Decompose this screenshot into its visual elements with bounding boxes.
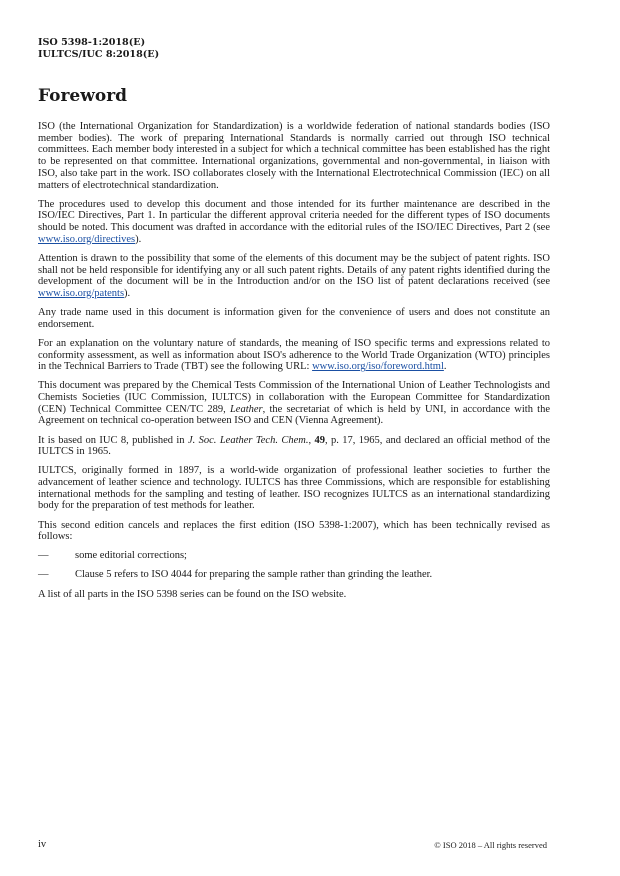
paragraph-text: For an explanation on the voluntary nature of standards, the meaning of ISO specific terms and expressions related to conformity assessment, as well as information about ISO's adherence to the World Trade Organization (WTO) principles in the Technical Barriers to Trade (TBT) see the following URL: (38, 337, 550, 373)
list-dash: — (38, 550, 49, 562)
paragraph-patents (38, 253, 550, 300)
directives-link[interactable]: www.iso.org/directives (38, 233, 136, 245)
list-dash: — (38, 569, 49, 581)
section-title: Foreword (38, 86, 128, 106)
list-item-text: Clause 5 refers to ISO 4044 for preparing the sample rather than grinding the leather. (75, 569, 433, 581)
paragraph-text: , (308, 434, 315, 446)
page-number: iv (38, 839, 47, 850)
paragraph-text: This document was prepared by the Chemical Tests Commission of the International Union of Leather Technologists and Chemists Societies (IUC Commission, IULTCS) in collaboration with the European Committee for Standardization (CEN) Technical Committee CEN/TC 289, (38, 380, 550, 415)
committee-title: Leather (229, 403, 263, 415)
paragraph-text: It is based on IUC 8, published in (38, 434, 188, 446)
paragraph-text: , the secretariat of which is held by UNI, in accordance with the Agreement on technical co-operation between ISO and CEN (Vienna Agreement). (38, 403, 550, 427)
paragraph-trade-name: Any trade name used in this document is information given for the convenience of users and does not constitute an endorsement. (38, 307, 550, 330)
paragraph-text: , p. 17, 1965, and declared an official method of the IULTCS in 1965. (38, 434, 551, 458)
document-number-iultcs: IULTCS/IUC 8:2018(E) (38, 48, 160, 60)
patents-link[interactable]: www.iso.org/patents (38, 287, 125, 299)
paragraph-text: The procedures used to develop this document and those intended for its further maintenance are described in the ISO/IEC Directives, Part 1. In particular the different approval criteria needed for the different types of ISO documents should be noted. This document was drafted in accordance with the editorial rules of the ISO/IEC Directives, Part 2 (see (38, 198, 550, 234)
paragraph-text: . (443, 361, 447, 373)
journal-title: J. Soc. Leather Tech. Chem. (187, 434, 309, 446)
document-number-iso: ISO 5398-1:2018(E) (38, 37, 146, 48)
paragraph-text: ). (135, 233, 142, 245)
foreword-link[interactable]: www.iso.org/iso/foreword.html (312, 361, 444, 373)
paragraph-voluntary-nature (38, 338, 550, 373)
paragraph-series-parts: A list of all parts in the ISO 5398 series can be found on the ISO website. (38, 588, 347, 600)
paragraph-text: Attention is drawn to the possibility that some of the elements of this document may be the subject of patent rights. ISO shall not be held responsible for identifying any or all such patent rights. Details of any patent rights identified during the development of the document will be in the Introduction and/or on the ISO list of patent declarations received (see (38, 252, 550, 288)
journal-volume: 49 (314, 434, 325, 446)
list-item (38, 569, 550, 581)
list-item-text: some editorial corrections; (75, 550, 187, 562)
paragraph-edition: This second edition cancels and replaces the first edition (ISO 5398-1:2007), which has been technically revised as follows: (38, 519, 550, 543)
paragraph-prepared-by (38, 380, 550, 427)
paragraph-iso-intro: ISO (the International Organization for Standardization) is a worldwide federation of national standards bodies (ISO member bodies). The work of preparing International Standards is normally carried out through ISO technical committees. Each member body interested in a subject for which a technical committee has been established has the right to be represented on that committee. International organizations, governmental and non-governmental, in liaison with ISO, also take part in the work. ISO collaborates closely with the International Electrotechnical Commission (IEC) on all matters of electrotechnical standardization. (38, 121, 550, 191)
document-identifier (38, 37, 159, 60)
foreword-body (38, 121, 550, 608)
copyright-notice: © ISO 2018 – All rights reserved (434, 840, 547, 850)
paragraph-procedures (38, 199, 550, 246)
list-item (38, 550, 550, 562)
paragraph-iultcs: IULTCS, originally formed in 1897, is a world-wide organization of professional leather societies to further the advancement of leather science and technology. IULTCS has three Commissions, which are responsible for establishing international methods for the sampling and testing of leather. ISO recognizes IULTCS as an international standardizing body for the preparation of test methods for leather. (38, 465, 550, 512)
paragraph-text: ). (124, 287, 131, 299)
paragraph-based-on (38, 435, 550, 458)
